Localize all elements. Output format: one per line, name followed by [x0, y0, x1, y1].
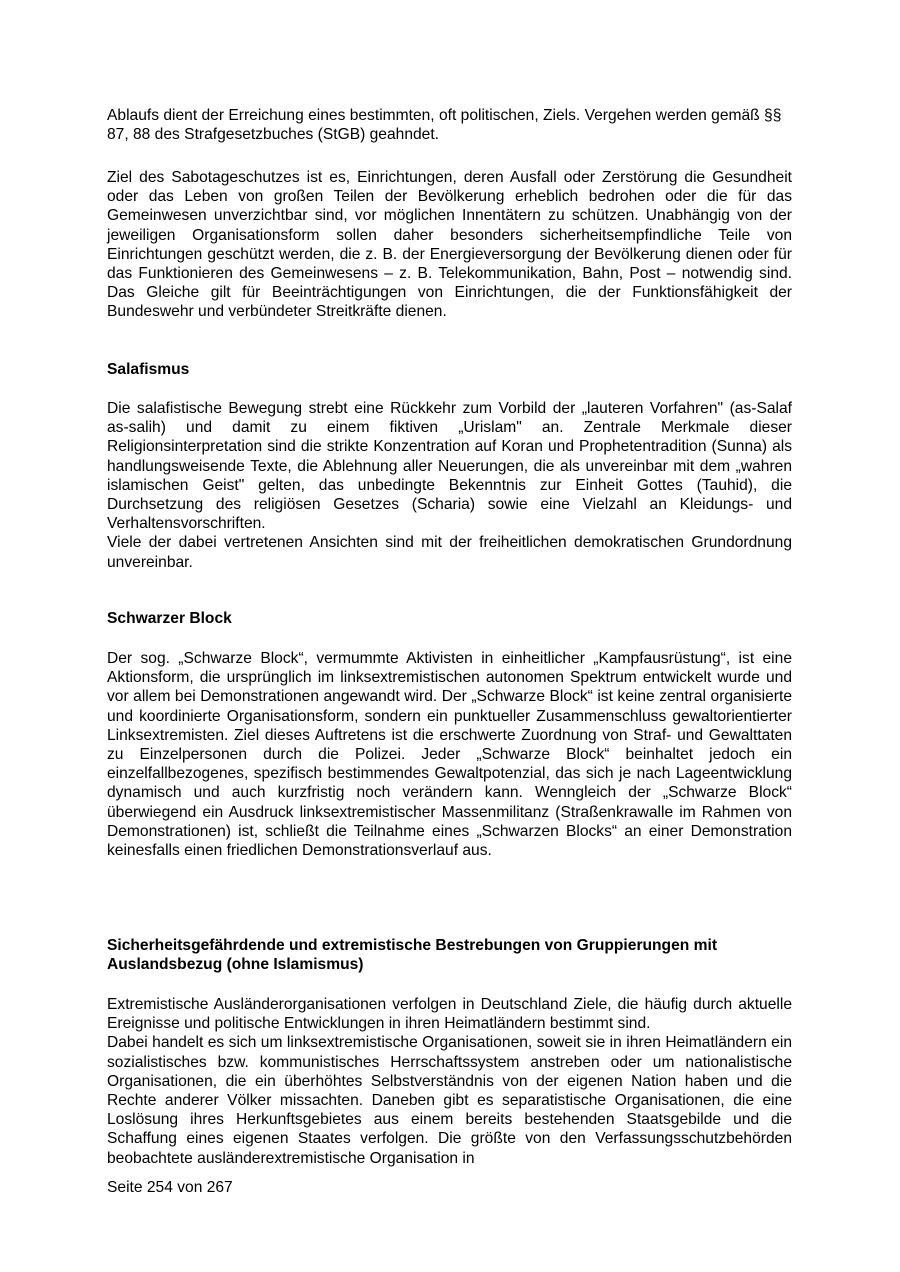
section-heading: Salafismus	[107, 361, 190, 378]
paragraph-text: Extremistische Ausländerorganisationen verfolgen in Deutschland Ziele, die häufig durch aktuelle Ereignisse und politische Entwicklungen in ihren Heimatländern bestimmt sind.	[107, 996, 792, 1033]
page-number: Seite 254 von 267	[107, 1179, 233, 1196]
salafismus-body	[107, 399, 792, 572]
intro-paragraph-1	[107, 106, 792, 144]
section-heading: Sicherheitsgefährdende und extremistische Bestrebungen von Gruppierungen mit Auslandsbezug (ohne Islamismus)	[107, 937, 718, 974]
paragraph-text: Viele der dabei vertretenen Ansichten sind mit der freiheitlichen demokratischen Grundordnung unvereinbar.	[107, 534, 792, 571]
paragraph-text: Die salafistische Bewegung strebt eine Rückkehr zum Vorbild der „lauteren Vorfahren" (as-Salaf as-salih) und damit zu einem fiktiven „Urislam" an. Zentrale Merkmale dieser Religionsinterpretation sind die strikte Konzentration auf Koran und Prophetentradition (Sunna) als handlungsweisende Texte, die Ablehnung aller Neuerungen, die als unvereinbar mit dem „wahren islamischen Geist" gelten, das unbedingte Bekenntnis zur Einheit Gottes (Tauhid), die Durchsetzung des religiösen Gesetzes (Scharia) sowie eine Vielzahl an Kleidungs- und Verhaltensvorschriften.	[107, 400, 792, 533]
section-heading: Schwarzer Block	[107, 610, 232, 627]
paragraph-text: Dabei handelt es sich um linksextremistische Organisationen, soweit sie in ihren Heimatländern ein sozialistisches bzw. kommunistisches Herrschaftssystem anstreben oder um nationalistische Organisationen, die ein überhöhtes Selbstverständnis von der eigenen Nation haben und die Rechte anderer Völker missachten. Daneben gibt es separatistische Organisationen, die eine Loslösung ihres Herkunftsgebietes aus einem bereits bestehenden Staatsgebilde und die Schaffung eines eigenen Staates verfolgen. Die größte von den Verfassungsschutzbehörden beobachtete ausländerextremistische Organisation in	[107, 1034, 792, 1167]
paragraph-text: Ablaufs dient der Erreichung eines bestimmten, oft politischen, Ziels. Vergehen werden gemäß §§ 87, 88 des Strafgesetzbuches (StGB) geahndet.	[107, 107, 782, 144]
schwarzer-block-body	[107, 649, 792, 860]
intro-paragraph-2	[107, 168, 792, 322]
auslandsbezug-body	[107, 995, 792, 1168]
paragraph-text: Der sog. „Schwarze Block“, vermummte Aktivisten in einheitlicher „Kampfausrüstung“, ist eine Aktionsform, die ursprünglich im linksextremistischen autonomen Spektrum entwickelt wurde und vor allem bei Demonstrationen angewandt wird. Der „Schwarze Block“ ist keine zentral organisierte und koordinierte Organisationsform, sondern ein punktueller Zusammenschluss gewaltorientierter Linksextremisten. Ziel dieses Auftretens ist die erschwerte Zuordnung von Straf- und Gewalttaten zu Einzelpersonen durch die Polizei. Jeder „Schwarze Block“ beinhaltet jedoch ein einzelfallbezogenes, spezifisch bestimmendes Gewaltpotenzial, das sich je nach Lageentwicklung dynamisch und auch kurzfristig noch verändern kann. Wenngleich der „Schwarze Block“ überwiegend ein Ausdruck linksextremistischer Massenmilitanz (Straßenkrawalle im Rahmen von Demonstrationen) ist, schließt die Teilnahme eines „Schwarzen Blocks“ an einer Demonstration keinesfalls einen friedlichen Demonstrationsverlauf aus.	[107, 650, 792, 860]
section-schwarzer-block	[107, 609, 792, 628]
section-auslandsbezug	[107, 936, 792, 974]
section-salafismus	[107, 360, 792, 379]
paragraph-text: Ziel des Sabotageschutzes ist es, Einrichtungen, deren Ausfall oder Zerstörung die Gesundheit oder das Leben von großen Teilen der Bevölkerung erheblich bedrohen oder die für das Gemeinwesen unverzichtbar sind, vor möglichen Innentätern zu schützen. Unabhängig von der jeweiligen Organisationsform sollen daher besonders sicherheitsempfindliche Teile von Einrichtungen geschützt werden, die z. B. der Energieversorgung der Bevölkerung dienen oder für das Funktionieren des Gemeinwesens – z. B. Telekommunikation, Bahn, Post – notwendig sind. Das Gleiche gilt für Beeinträchtigungen von Einrichtungen, die der Funktionsfähigkeit der Bundeswehr und verbündeter Streitkräfte dienen.	[107, 169, 792, 321]
